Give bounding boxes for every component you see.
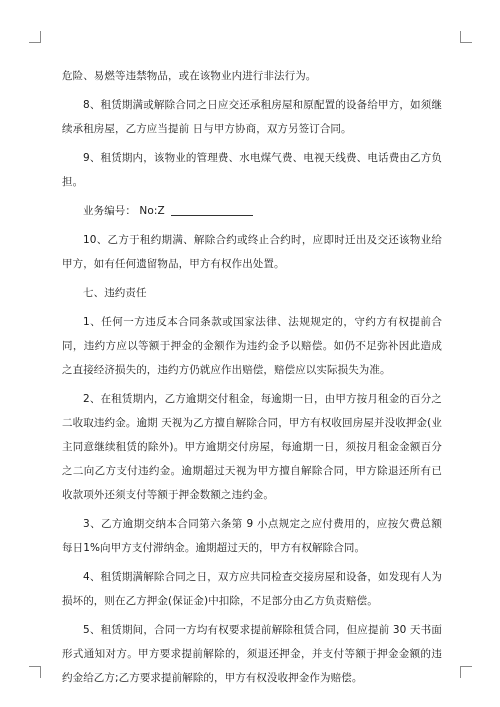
breach-clause-2: 2、在租赁期内，乙方逾期交付租金，每逾期一日，由甲方按月租金的百分之二收取违约金。逾期 天视为乙方擅自解除合同，甲方有权收回房屋并没收押金(业主同意继续租赁的除外)。甲方逾期交付房屋，每逾期一日，须按月租金金额百分之二向乙方支付违约金。逾期超过天视为甲方擅自解除合同，甲方除退还所有已收款项外还须支付等额于押金数额之违约金。 xyxy=(62,393,442,501)
clause-8: 8、租赁期满或解除合同之日应交还承租房屋和原配置的设备给甲方，如须继续承租房屋，乙方应当提前 日与甲方协商，双方另签订合同。 xyxy=(62,99,442,135)
crop-mark-bottom-left xyxy=(29,666,41,678)
breach-clause-4: 4、租赁期满解除合同之日，双方应共同检查交接房屋和设备，如发现有人为损坏的，则在乙方押金(保证金)中扣除，不足部分由乙方负责赔偿。 xyxy=(62,571,442,607)
crop-mark-top-left xyxy=(29,31,41,43)
clause-9: 9、租赁期内，该物业的管理费、水电煤气费、电视天线费、电话费由乙方负担。 xyxy=(62,152,442,188)
breach-clause-5: 5、租赁期间，合同一方均有权要求提前解除租赁合同，但应提前 30 天书面形式通知对方。甲方要求提前解除的，须退还押金，并支付等额于押金金额的违约金给乙方;乙方要求提前解除的，甲方有权没收押金作为赔偿。 xyxy=(62,624,442,684)
crop-mark-top-right xyxy=(460,31,472,43)
business-number-label: 业务编号： No:Z xyxy=(83,205,165,217)
business-number-line xyxy=(62,199,442,223)
paragraph-continuation: 危险、易燃等违禁物品，或在该物业内进行非法行为。 xyxy=(62,70,317,82)
document-body xyxy=(62,64,442,695)
section-heading-breach-liability: 七、违约责任 xyxy=(83,287,147,299)
breach-clause-1: 1、任何一方违反本合同条款或国家法律、法规规定的，守约方有权提前合同，违约方应以等额于押金的金额作为违约金予以赔偿。如仍不足弥补因此造成之直接经济损失的，违约方仍就应作出赔偿，赔偿应以实际损失为准。 xyxy=(62,316,442,376)
business-number-blank xyxy=(171,203,253,216)
breach-clause-3: 3、乙方逾期交纳本合同第六条第 9 小点规定之应付费用的，应按欠费总额每日1%向甲方支付滞纳金。逾期超过天的，甲方有权解除合同。 xyxy=(62,518,442,554)
clause-10: 10、乙方于租约期满、解除合约或终止合约时，应即时迁出及交还该物业给甲方，如有任何遗留物品，甲方有权作出处置。 xyxy=(62,234,442,270)
crop-mark-bottom-right xyxy=(460,666,472,678)
